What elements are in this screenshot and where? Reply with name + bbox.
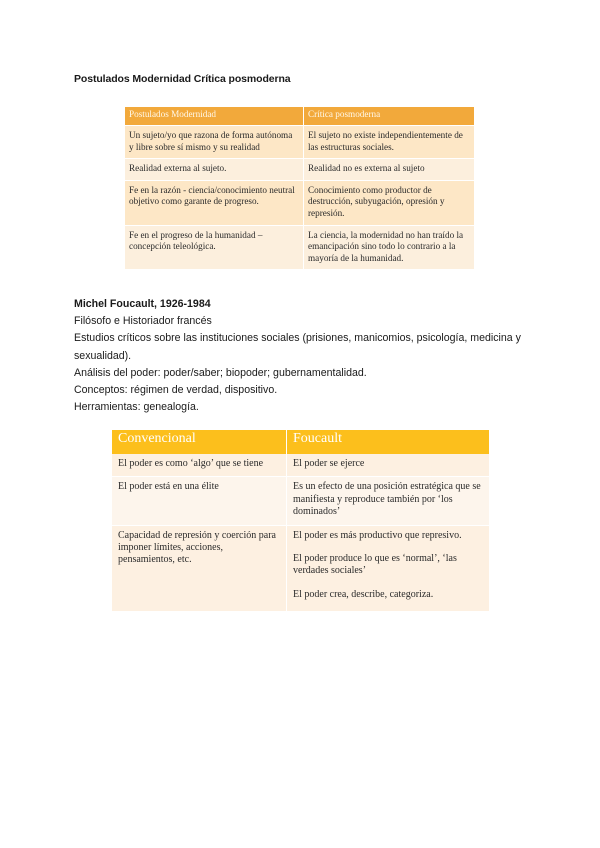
table-header-row [125, 107, 474, 126]
table-cell: Fe en el progreso de la humanidad – concepción teleológica. [125, 225, 304, 270]
table-cell: El poder es como ‘algo’ que se tiene [112, 454, 287, 477]
cell-paragraph: El poder crea, describe, categoriza. [293, 588, 434, 600]
table-row [125, 180, 474, 225]
table-row [125, 126, 474, 159]
section-heading: Postulados Modernidad Crítica posmoderna [74, 73, 291, 85]
bio-analysis: Análisis del poder: poder/saber; biopoder; gubernamentalidad. [74, 366, 367, 379]
table-cell: Fe en la razón - ciencia/conocimiento neutral objetivo como garante de progreso. [125, 180, 304, 225]
table-cell: Realidad externa al sujeto. [125, 159, 304, 181]
table-row [112, 525, 489, 612]
cell-paragraph: El poder es más productivo que represivo. [293, 529, 462, 541]
table-row [112, 454, 489, 477]
table-cell: Es un efecto de una posición estratégica que se manifiesta y reproduce también por ‘los dominados’ [287, 477, 490, 525]
table-cell: El sujeto no existe independientemente de las estructuras sociales. [304, 126, 475, 159]
bio-concepts: Conceptos: régimen de verdad, dispositivo. [74, 384, 278, 397]
column-header: Convencional [112, 430, 287, 454]
bio-tools: Herramientas: genealogía. [74, 401, 199, 414]
table-cell: El poder está en una élite [112, 477, 287, 525]
table-cell: La ciencia, la modernidad no han traído la emancipación sino todo lo contrario a la mayoría de la humanidad. [304, 225, 475, 270]
table-cell: El poder se ejerce [287, 454, 490, 477]
table-row [125, 225, 474, 270]
modernity-critique-table [125, 107, 474, 270]
table-row [125, 159, 474, 181]
table-cell: Un sujeto/yo que razona de forma autónoma y libre sobre sí mismo y su realidad [125, 126, 304, 159]
table-header-row [112, 430, 489, 454]
table-cell: Capacidad de represión y coerción para imponer límites, acciones, pensamientos, etc. [112, 525, 287, 612]
column-header: Postulados Modernidad [125, 107, 304, 126]
bio-role: Filósofo e Historiador francés [74, 315, 212, 328]
column-header: Crítica posmoderna [304, 107, 475, 126]
foucault-bio [74, 296, 544, 416]
table-cell: Conocimiento como productor de destrucción, subyugación, opresión y represión. [304, 180, 475, 225]
bio-name: Michel Foucault, 1926-1984 [74, 298, 211, 310]
table-cell [287, 525, 490, 612]
table-cell: Realidad no es externa al sujeto [304, 159, 475, 181]
bio-studies: Estudios críticos sobre las instituciones sociales (prisiones, manicomios, psicología, medicina y sexualidad). [74, 332, 521, 362]
cell-paragraph: El poder produce lo que es ‘normal’, ‘las verdades sociales’ [293, 553, 457, 577]
column-header: Foucault [287, 430, 490, 454]
table-row [112, 477, 489, 525]
power-comparison-table [112, 430, 489, 612]
